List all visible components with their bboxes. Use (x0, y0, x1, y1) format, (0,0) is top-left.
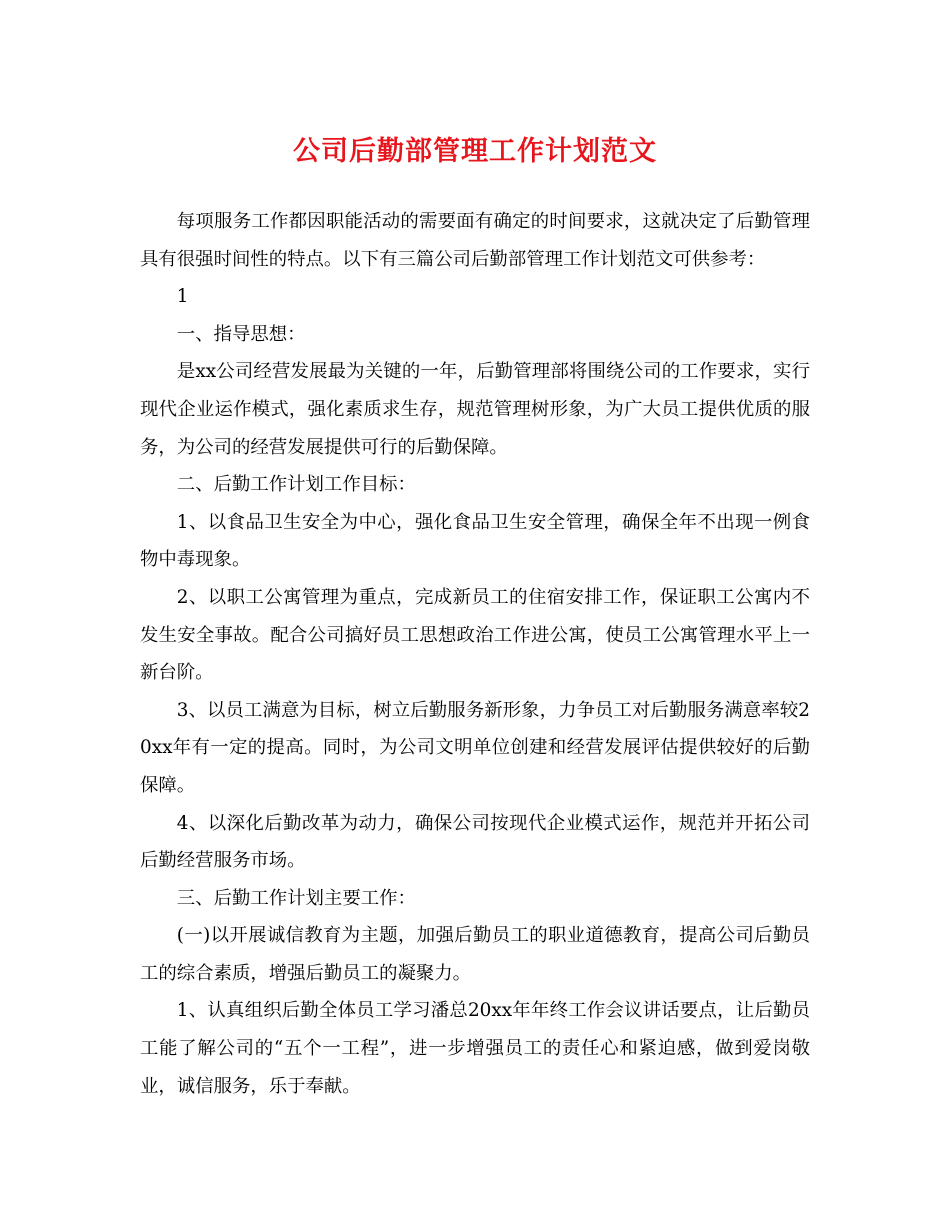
paragraph-guiding-ideology: 是xx公司经营发展最为关键的一年，后勤管理部将围绕公司的工作要求，实行现代企业运作模式，强化素质求生存，规范管理树形象，为广大员工提供优质的服务，为公司的经营发展提供可行的后勤保障。 (140, 361, 810, 458)
paragraph-main-work-1: (一)以开展诚信教育为主题，加强后勤员工的职业道德教育，提高公司后勤员工的综合素质，增强后勤员工的凝聚力。 (140, 925, 810, 984)
paragraph-intro: 每项服务工作都因职能活动的需要面有确定的时间要求，这就决定了后勤管理具有很强时间性的特点。以下有三篇公司后勤部管理工作计划范文可供参考： (140, 211, 810, 270)
paragraph-number: 1 (176, 286, 189, 308)
section-heading-goals: 二、后勤工作计划工作目标： (176, 474, 416, 496)
paragraph-goal-3: 3、以员工满意为目标，树立后勤服务新形象，力争员工对后勤服务满意率较20xx年有一定的提高。同时，为公司文明单位创建和经营发展评估提供较好的后勤保障。 (140, 699, 810, 796)
paragraph-goal-2: 2、以职工公寓管理为重点，完成新员工的住宿安排工作，保证职工公寓内不发生安全事故。配合公司搞好员工思想政治工作进公寓，使员工公寓管理水平上一新台阶。 (140, 586, 810, 684)
section-heading-main-work: 三、后勤工作计划主要工作： (176, 887, 416, 909)
paragraph-main-work-1-item-1: 1、认真组织后勤全体员工学习潘总20xx年年终工作会议讲话要点，让后勤员工能了解公司的“五个一工程”，进一步增强员工的责任心和紧迫感，做到爱岗敬业，诚信服务，乐于奉献。 (140, 1000, 810, 1097)
document-title: 公司后勤部管理工作计划范文 (293, 136, 657, 167)
section-heading-guiding-ideology: 一、指导思想： (176, 323, 306, 345)
paragraph-goal-1: 1、以食品卫生安全为中心，强化食品卫生安全管理，确保全年不出现一例食物中毒现象。 (140, 511, 810, 571)
document-body (140, 203, 810, 1105)
paragraph-goal-4: 4、以深化后勤改革为动力，确保公司按现代企业模式运作，规范并开拓公司后勤经营服务市场。 (140, 812, 810, 872)
